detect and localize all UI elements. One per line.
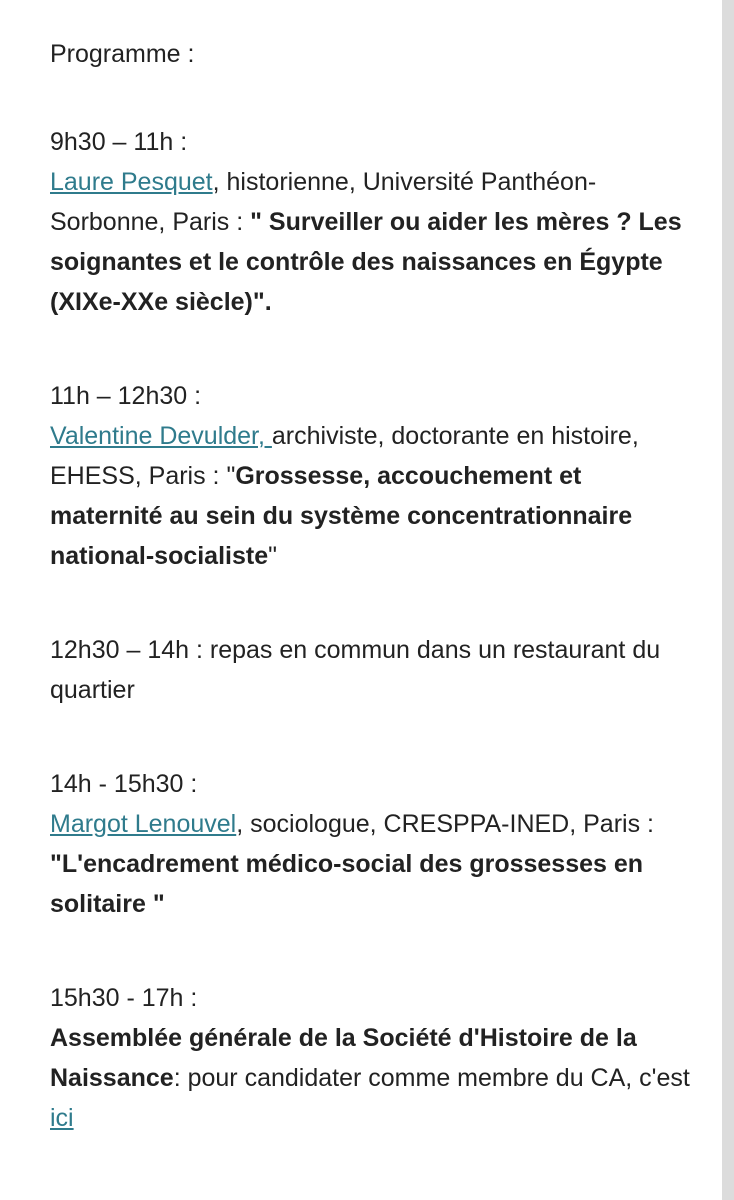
- speaker-affiliation: , sociologue, CRESPPA-INED, Paris :: [236, 810, 654, 838]
- speaker-link-laure-pesquet[interactable]: Laure Pesquet: [50, 168, 213, 196]
- session-2: [50, 376, 690, 576]
- session-3: [50, 764, 690, 924]
- speaker-link-margot-lenouvel[interactable]: Margot Lenouvel: [50, 810, 237, 838]
- scrollbar-edge: [722, 0, 734, 1200]
- talk-title: " Surveiller ou aider les mères ? Les soignantes et le contrôle des naissances en Égypte (XIXe-XXe siècle)".: [50, 208, 682, 316]
- session-description: [50, 162, 690, 322]
- assembly-text: : pour candidater comme membre du CA, c'est: [173, 1064, 690, 1092]
- talk-title-suffix: ": [268, 542, 277, 570]
- session-1: [50, 122, 690, 322]
- programme-content: [50, 34, 690, 1138]
- programme-heading: Programme :: [50, 40, 195, 68]
- session-time: 12h30 – 14h : repas en commun dans un restaurant du quartier: [50, 636, 661, 704]
- candidacy-link[interactable]: ici: [50, 1104, 74, 1132]
- talk-title: Grossesse, accouchement et maternité au sein du système concentrationnaire national-socialiste: [50, 462, 633, 570]
- session-description: [50, 1018, 690, 1138]
- session-time: 14h - 15h30 :: [50, 770, 198, 798]
- session-time: 11h – 12h30 :: [50, 382, 202, 410]
- session-description: [50, 804, 690, 924]
- assembly-title: Assemblée générale de la Société d'Histoire de la Naissance: [50, 1024, 637, 1092]
- session-description: [50, 416, 690, 576]
- speaker-affiliation: , historienne, Université Panthéon-Sorbonne, Paris :: [50, 168, 597, 236]
- speaker-link-valentine-devulder[interactable]: Valentine Devulder,: [50, 422, 272, 450]
- session-4: [50, 978, 690, 1138]
- speaker-affiliation: archiviste, doctorante en histoire, EHESS, Paris : ": [50, 422, 639, 490]
- talk-title: "L'encadrement médico-social des grossesses en solitaire ": [50, 850, 644, 918]
- session-lunch: [50, 630, 690, 710]
- session-time: 9h30 – 11h :: [50, 128, 188, 156]
- session-time: 15h30 - 17h :: [50, 984, 198, 1012]
